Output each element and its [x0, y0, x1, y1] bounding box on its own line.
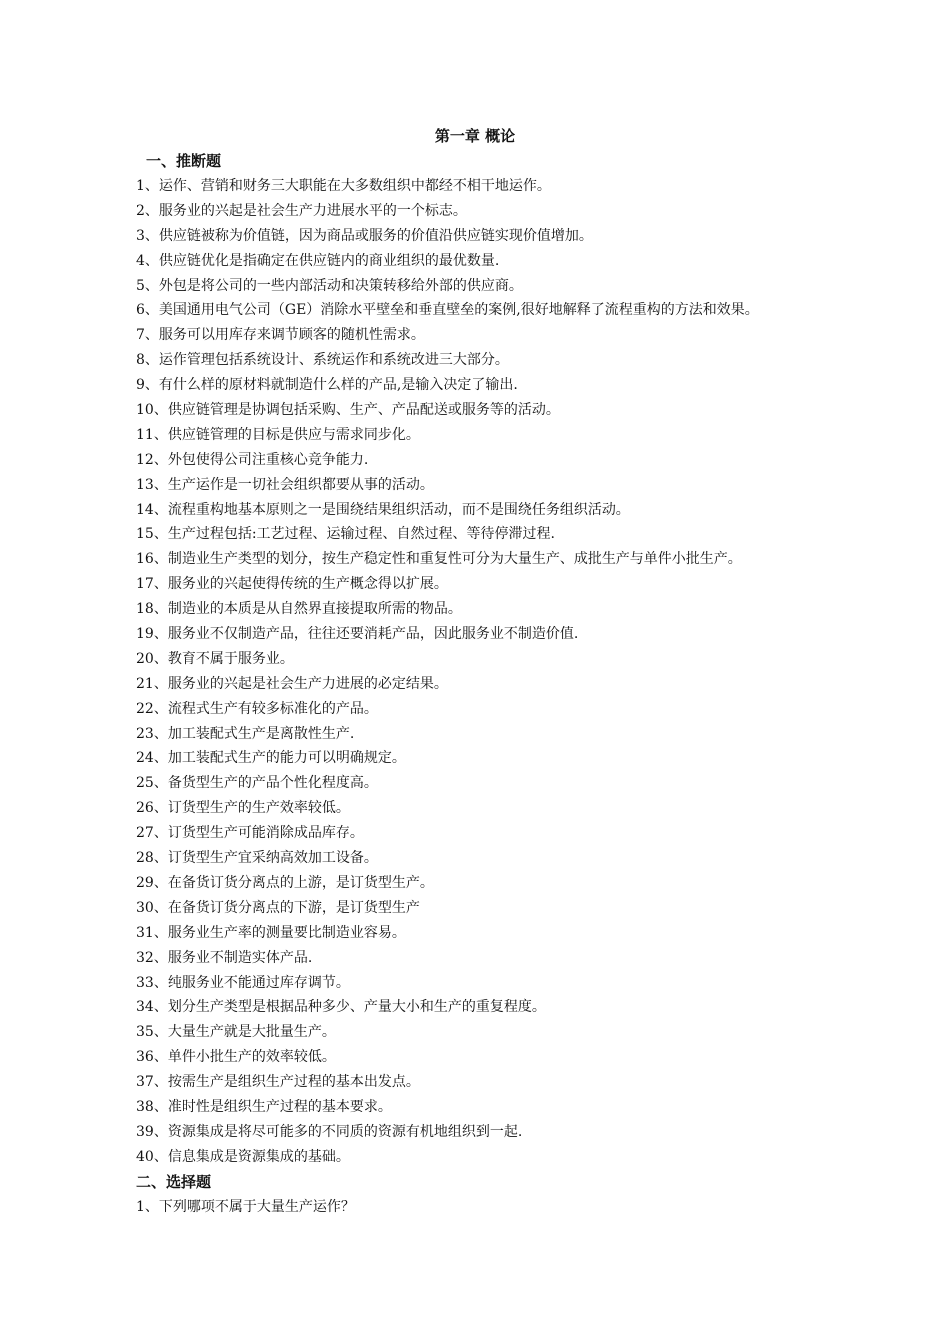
- judgment-item: 12、外包使得公司注重核心竞争能力.: [136, 451, 369, 468]
- judgment-item: 14、流程重构地基本原则之一是围绕结果组织活动，而不是围绕任务组织活动。: [136, 501, 630, 518]
- judgment-item: 30、在备货订货分离点的下游，是订货型生产: [136, 899, 420, 916]
- judgment-item: 7、服务可以用库存来调节顾客的随机性需求。: [136, 327, 425, 344]
- judgment-item: 11、供应链管理的目标是供应与需求同步化。: [136, 426, 420, 443]
- judgment-item: 29、在备货订货分离点的上游，是订货型生产。: [136, 874, 434, 891]
- judgment-item: 33、纯服务业不能通过库存调节。: [136, 974, 350, 991]
- judgment-item: 27、订货型生产可能消除成品库存。: [136, 825, 364, 842]
- judgment-item: 15、生产过程包括:工艺过程、运输过程、自然过程、等待停滞过程.: [136, 526, 555, 543]
- judgment-item: 5、外包是将公司的一些内部活动和决策转移给外部的供应商。: [136, 277, 523, 294]
- judgment-item: 6、美国通用电气公司（GE）消除水平壁垒和垂直壁垒的案例,很好地解释了流程重构的方法和效果。: [136, 302, 759, 319]
- judgment-item: 37、按需生产是组织生产过程的基本出发点。: [136, 1074, 420, 1091]
- judgment-item: 16、制造业生产类型的划分，按生产稳定性和重复性可分为大量生产、成批生产与单件小批生产。: [136, 551, 742, 568]
- judgment-item: 31、服务业生产率的测量要比制造业容易。: [136, 924, 406, 941]
- judgment-item: 40、信息集成是资源集成的基础。: [136, 1148, 350, 1165]
- judgment-list: [136, 176, 926, 1172]
- judgment-item: 9、有什么样的原材料就制造什么样的产品,是输入决定了输出.: [136, 377, 518, 394]
- judgment-item: 1、运作、营销和财务三大职能在大多数组织中都经不相干地运作。: [136, 178, 551, 194]
- judgment-item: 8、运作管理包括系统设计、系统运作和系统改进三大部分。: [136, 352, 509, 369]
- judgment-item: 32、服务业不制造实体产品.: [136, 949, 313, 966]
- judgment-item: 3、供应链被称为价值链，因为商品或服务的价值沿供应链实现价值增加。: [136, 227, 593, 244]
- judgment-item: 17、服务业的兴起使得传统的生产概念得以扩展。: [136, 576, 448, 593]
- judgment-item: 34、划分生产类型是根据品种多少、产量大小和生产的重复程度。: [136, 999, 546, 1016]
- judgment-item: 10、供应链管理是协调包括采购、生产、产品配送或服务等的活动。: [136, 402, 560, 419]
- judgment-item: 35、大量生产就是大批量生产。: [136, 1024, 336, 1041]
- judgment-item: 23、加工装配式生产是离散性生产.: [136, 725, 355, 742]
- judgment-item: 38、准时性是组织生产过程的基本要求。: [136, 1098, 392, 1115]
- choice-question: 1、下列哪项不属于大量生产运作？: [136, 1199, 355, 1215]
- section-heading-judgment: 一、推断题: [146, 152, 222, 170]
- judgment-item: 26、订货型生产的生产效率较低。: [136, 800, 350, 817]
- section-heading-choice: 二、选择题: [136, 1173, 212, 1191]
- judgment-item: 28、订货型生产宜采纳高效加工设备。: [136, 850, 378, 867]
- judgment-item: 13、生产运作是一切社会组织都要从事的活动。: [136, 476, 434, 493]
- judgment-item: 2、服务业的兴起是社会生产力进展水平的一个标志。: [136, 202, 467, 219]
- chapter-title: 第一章 概论: [434, 127, 516, 145]
- judgment-item: 20、教育不属于服务业。: [136, 650, 294, 667]
- judgment-item: 36、单件小批生产的效率较低。: [136, 1049, 336, 1066]
- judgment-item: 22、流程式生产有较多标准化的产品。: [136, 700, 378, 717]
- judgment-item: 19、服务业不仅制造产品，往往还要消耗产品，因此服务业不制造价值.: [136, 626, 579, 643]
- judgment-item: 21、服务业的兴起是社会生产力进展的必定结果。: [136, 675, 448, 692]
- judgment-item: 39、资源集成是将尽可能多的不同质的资源有机地组织到一起.: [136, 1123, 523, 1140]
- judgment-item: 25、备货型生产的产品个性化程度高。: [136, 775, 378, 792]
- judgment-item: 4、供应链优化是指确定在供应链内的商业组织的最优数量.: [136, 252, 500, 269]
- judgment-item: 18、制造业的本质是从自然界直接提取所需的物品。: [136, 601, 462, 618]
- judgment-item: 24、加工装配式生产的能力可以明确规定。: [136, 750, 406, 767]
